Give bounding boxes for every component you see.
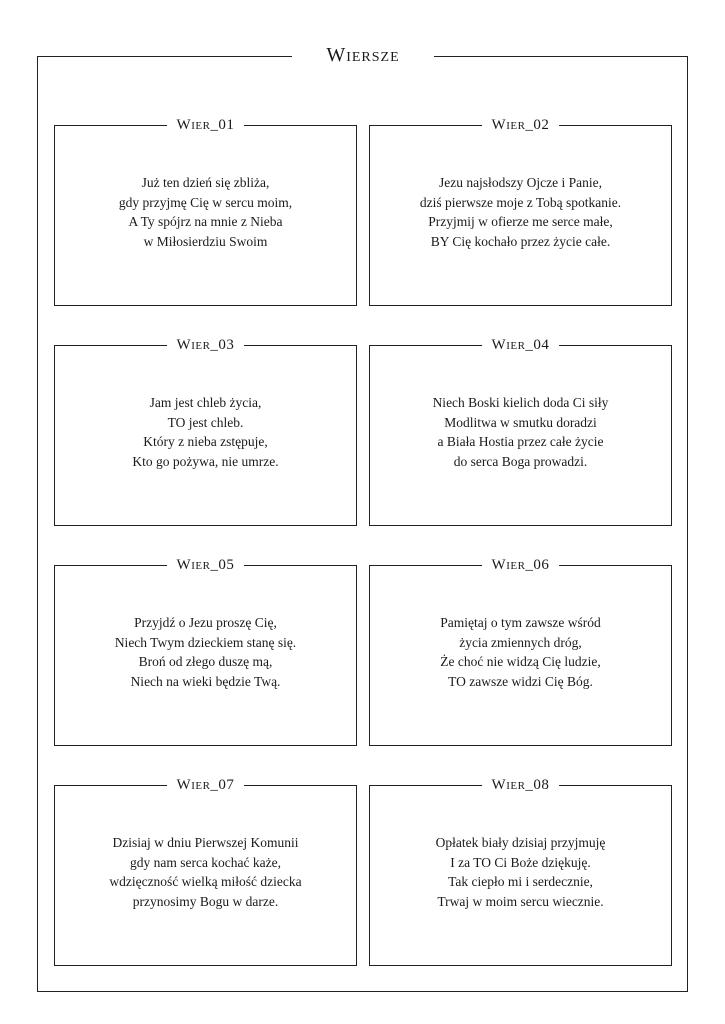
poem-line: Dzisiaj w dniu Pierwszej Komunii — [112, 835, 299, 850]
poem-text — [378, 173, 663, 251]
poem-line: Modlitwa w smutku doradzi — [444, 414, 597, 430]
poem-card — [369, 117, 672, 306]
poem-line: Broń od złego duszę mą, — [138, 654, 273, 669]
poem-label: Wier_07 — [167, 775, 245, 795]
poem-card — [54, 117, 357, 306]
poem-line: do serca Boga prowadzi. — [453, 453, 588, 469]
poem-text — [63, 613, 348, 691]
page-title: Wiersze — [292, 40, 434, 70]
poem-line: Tak ciepło mi i serdecznie, — [448, 874, 593, 889]
poem-line: Niech na wieki będzie Twą. — [130, 673, 281, 689]
poem-card — [54, 557, 357, 746]
poem-line: Już ten dzień się zbliża, — [141, 175, 270, 190]
poem-line: Który z nieba zstępuje, — [143, 434, 268, 449]
poem-line: gdy przyjmę Cię w sercu moim, — [118, 194, 293, 210]
poem-line: BY Cię kochało przez życie całe. — [430, 233, 611, 249]
poem-label: Wier_06 — [482, 555, 560, 575]
poem-line: Niech Boski kielich doda Ci siły — [432, 395, 609, 410]
poem-card — [369, 557, 672, 746]
poem-text — [378, 613, 663, 691]
poem-line: dziś pierwsze moje z Tobą spotkanie. — [419, 194, 622, 210]
poem-line: Przyjdź o Jezu proszę Cię, — [134, 615, 277, 630]
poem-label: Wier_02 — [482, 115, 560, 135]
poem-label: Wier_05 — [167, 555, 245, 575]
poem-label: Wier_04 — [482, 335, 560, 355]
poem-text — [378, 393, 663, 471]
poem-line: Że choć nie widzą Cię ludzie, — [440, 654, 601, 669]
poem-text — [63, 173, 348, 251]
poem-line: a Biała Hostia przez całe życie — [437, 434, 604, 449]
poem-line: w Miłosierdziu Swoim — [143, 233, 268, 249]
poem-line: Jam jest chleb życia, — [149, 395, 262, 410]
poem-line: A Ty spójrz na mnie z Nieba — [128, 214, 283, 229]
poem-card — [369, 337, 672, 526]
poem-line: TO zawsze widzi Cię Bóg. — [448, 673, 593, 689]
poem-line: Kto go pożywa, nie umrze. — [132, 453, 279, 469]
poem-card — [54, 337, 357, 526]
poem-text — [63, 833, 348, 911]
poem-line: gdy nam serca kochać każe, — [129, 854, 282, 870]
poem-line: życia zmiennych dróg, — [459, 634, 582, 650]
poem-line: Trwaj w moim sercu wiecznie. — [437, 893, 604, 909]
poem-line: TO jest chleb. — [167, 414, 244, 430]
poem-line: Pamiętaj o tym zawsze wśród — [440, 615, 601, 630]
poem-card — [54, 777, 357, 966]
poem-label: Wier_01 — [167, 115, 245, 135]
poem-label: Wier_08 — [482, 775, 560, 795]
poem-line: Niech Twym dzieckiem stanę się. — [114, 634, 297, 650]
poem-line: I za TO Ci Boże dziękuję. — [450, 854, 591, 870]
poem-label: Wier_03 — [167, 335, 245, 355]
poem-line: przynosimy Bogu w darze. — [132, 893, 279, 909]
poem-line: Jezu najsłodszy Ojcze i Panie, — [438, 175, 603, 190]
poem-line: Przyjmij w ofierze me serce małe, — [428, 214, 613, 229]
poem-card — [369, 777, 672, 966]
poem-line: Opłatek biały dzisiaj przyjmuję — [435, 835, 606, 850]
poem-text — [378, 833, 663, 911]
poem-text — [63, 393, 348, 471]
poem-line: wdzięczność wielką miłość dziecka — [109, 874, 302, 889]
